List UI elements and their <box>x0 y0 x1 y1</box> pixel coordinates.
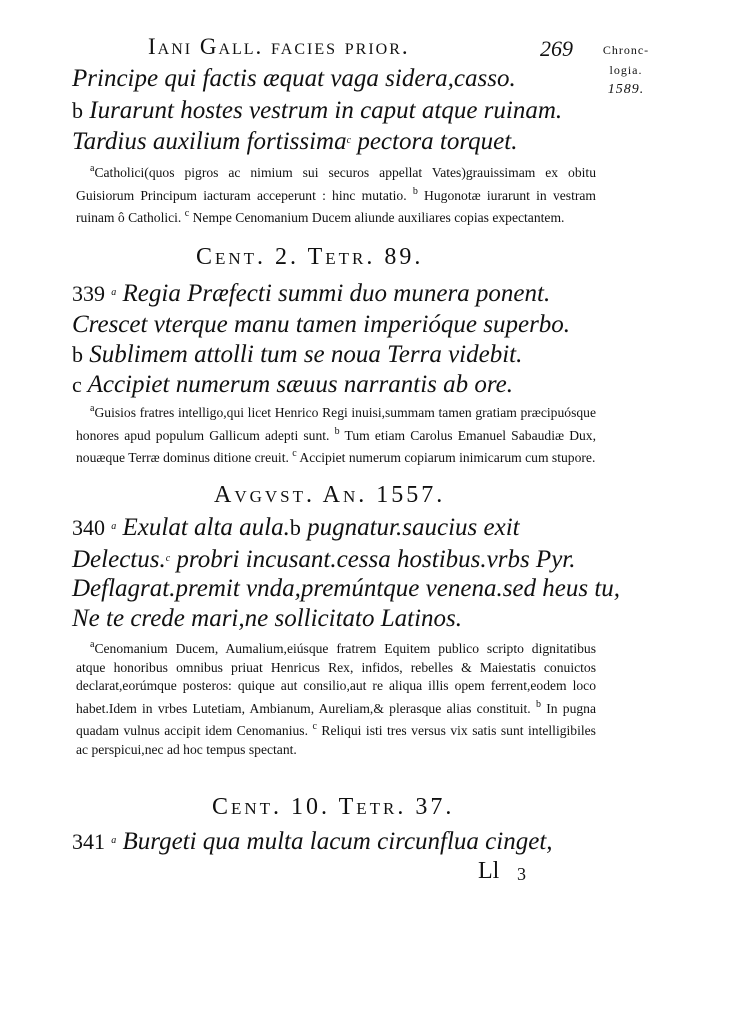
margin-note-year: 1589. <box>607 82 645 97</box>
verse-line: Principe qui factis æquat vaga sidera,casso. <box>72 65 516 92</box>
footnote-block: $^a$Cenomanium Ducem, Aumalium,eiúsque fratrem Equitem publico scripto dignitatibus atque honoribus omnibus priuat Henricus Rex, infidos, rebelles & Maiestatis conuictos declarat,eorúmque posteros: quique aut consilio,aut re aliqua illis opem ferrent,eodem loco habet.Idem in vrbes Lutetiam, Ambianum, Aureliam,& plerasque alias constituit. $^b$ In pugna quadam vulnus accipit idem Cenomanius. $^c$ Reliqui isti tres versus vix satis sunt intelligibiles ac perspicui,nec ad hoc tempus spectant. <box>76 639 597 757</box>
margin-note <box>588 40 664 100</box>
verse-line: Delectus.$^c$ probri incusant.cessa hostibus.vrbs Pyr. <box>72 546 576 573</box>
verse-line: Crescet vterque manu tamen imperióque superbo. <box>72 311 571 338</box>
section-heading: Avgvst. An. 1557. <box>214 482 446 508</box>
running-head: Iani Gall. facies prior. <box>148 34 410 59</box>
verse-line: Ne te crede mari,ne sollicitato Latinos. <box>72 605 463 632</box>
verse-line: 340 $^a$ Exulat alta aula.b pugnatur.saucius exit <box>72 514 520 541</box>
verse-line: 339 $^a$ Regia Præfecti summi duo munera ponent. <box>72 280 551 307</box>
verse-line: Tardius auxilium fortissima$^c$ pectora torquet. <box>72 128 518 155</box>
margin-note-line: Chronc- <box>602 43 650 57</box>
footnote-block: $^a$Guisios fratres intelligo,qui licet Henrico Regi inuisi,summam tamen gratiam præcipuósque honores apud populum Gallicum adepti sunt. $^b$ Tum etiam Carolus Emanuel Sabaudiæ Dux, nouæque Terræ dominus ditione creuit. $^c$ Accipiet numerum copiarum inimicarum cum stupore. <box>76 403 597 465</box>
page-number: 269 <box>540 36 573 61</box>
verse-line: b Iurarunt hostes vestrum in caput atque ruinam. <box>72 97 563 124</box>
footnote-block: $^a$Catholici(quos pigros ac nimium sui securos appellat Vates)grauissimam ex obitu Guisiorum Principum iacturam acceperunt : hinc mutatio. $^b$ Hugonotæ iurarunt in vestram ruinam ô Catholici. $^c$ Nempe Cenomanium Ducem aliunde auxiliares copias expectantem. <box>76 163 596 225</box>
catchword: Ll <box>478 858 500 884</box>
verse-line: 341 $^a$ Burgeti qua multa lacum circunflua cinget, <box>72 828 553 855</box>
signature-mark: 3 <box>517 864 526 884</box>
margin-note-line: logia. <box>609 63 643 77</box>
section-heading: Cent. 2. Tetr. 89. <box>196 244 424 270</box>
section-heading: Cent. 10. Tetr. 37. <box>212 794 455 820</box>
verse-line: b Sublimem attolli tum se noua Terra videbit. <box>72 341 523 368</box>
verse-line: Deflagrat.premit vnda,premúntque venena.sed heus tu, <box>72 575 621 602</box>
verse-line: c Accipiet numerum sæuus narrantis ab ore. <box>72 371 514 398</box>
